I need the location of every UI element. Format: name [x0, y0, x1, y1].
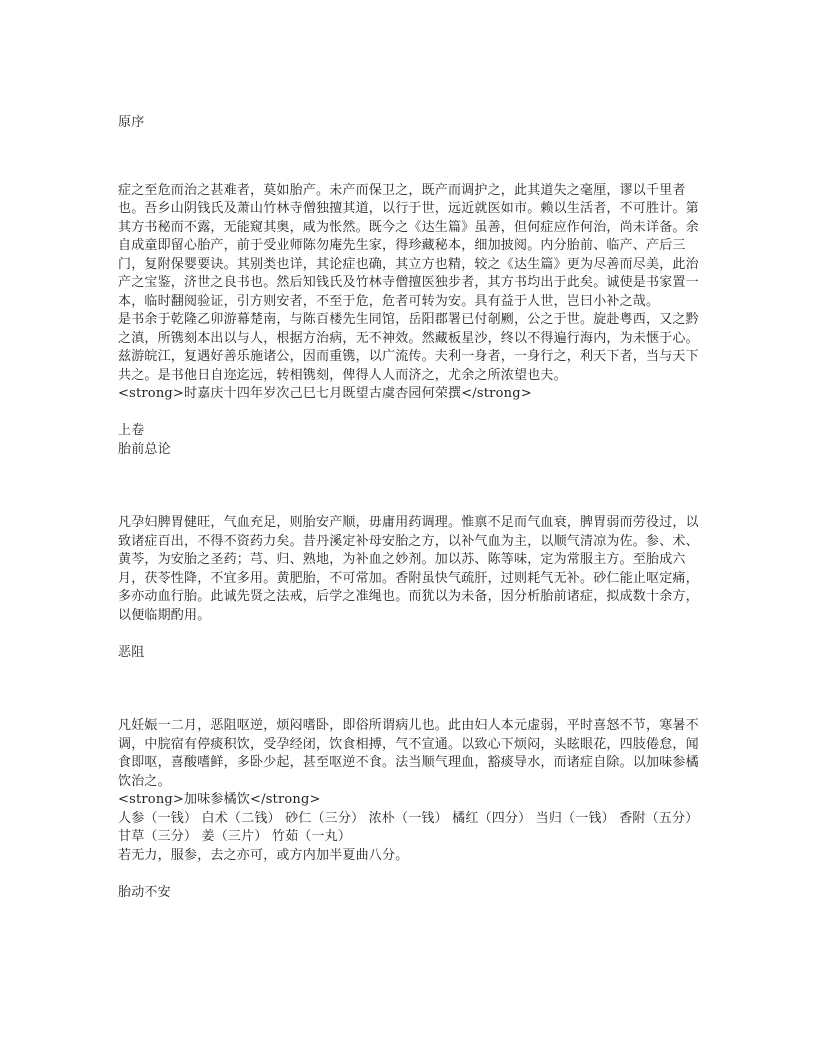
eju-paragraph: 凡妊娠一二月，恶阻呕逆，烦闷嗜卧，即俗所谓病儿也。此由妇人本元虚弱，平时喜怒不节，寒暑不调，中脘宿有停痰积饮，受孕经闭，饮食相搏，气不宣通。以致心下烦闷，头眩眼花，四肢倦怠，闻食即呕，喜酸嗜鲜，多卧少起，甚至呕逆不食。法当顺气理血，豁痰导水，而诸症自除。以加味参橘饮治之。 — [118, 718, 699, 789]
formula-name: <strong>加味参橘饮</strong> — [118, 792, 321, 807]
section-title-taidong: 胎动不安 — [118, 884, 171, 900]
spacer — [118, 625, 702, 644]
volume-title: 上卷 — [118, 423, 145, 438]
preface-title: 原序 — [118, 115, 145, 130]
formula-ingredients: 人参（一钱） 白术（二钱） 砂仁（三分） 浓朴（一钱） 橘红（四分） 当归（一钱） 香附（五分）甘草（三分） 姜（三片） 竹茹（一丸） — [118, 810, 699, 844]
section-title-taiqian: 胎前总论 — [118, 441, 171, 457]
section-title-eju: 恶阻 — [118, 644, 145, 660]
spacer — [118, 662, 702, 717]
document-page — [118, 114, 702, 902]
taiqian-paragraph: 凡孕妇脾胃健旺，气血充足，则胎安产顺，毋庸用药调理。惟禀不足而气血衰，脾胃弱而劳役过，以致诸症百出，不得不资药力矣。昔丹溪定补母安胎之方，以补气血为主，以顺气清凉为佐。参、术、黄芩，为安胎之圣药；芎、归、熟地，为补血之妙剂。加以苏、陈等味，定为常服主方。至胎成六月，茯苓性降，不宜多用。黄肥胎，不可常加。香附虽快气疏肝，过则耗气无补。砂仁能止呕定痛，多亦动血行胎。此诚先贤之法戒，后学之准绳也。而犹以为未备，因分析胎前诸症，拟成数十余方，以便临期酌用。 — [118, 515, 699, 623]
preface-signature: <strong>时嘉庆十四年岁次己巳七月既望古虞杏园何荣撰</strong> — [118, 386, 532, 401]
spacer — [118, 404, 702, 423]
preface-paragraph-2: 是书余于乾隆乙卯游幕楚南，与陈百楼先生同馆，岳阳郡署已付剞劂，公之于世。旋赴粤西，又之黔之滇，所镌刻本出以与人，根据方治病，无不神效。然藏板星沙，终以不得遍行海内，为未惬于心。兹游皖江，复遇好善乐施诸公，因而重镌，以广流传。夫利一身者，一身行之，利天下者，当与天下共之。是书他日自迩迄远，转相镌刻，俾得人人而济之，尤余之所浓望也夫。 — [118, 312, 699, 383]
formula-note: 若无力，服参，去之亦可，或方内加半夏曲八分。 — [118, 847, 409, 863]
spacer — [118, 459, 702, 514]
spacer — [118, 865, 702, 884]
preface-paragraph-1: 症之至危而治之甚难者，莫如胎产。未产而保卫之，既产而调护之，此其道失之毫厘，谬以千里者也。吾乡山阴钱氏及萧山竹林寺僧独擅其道，以行于世，远近就医如市。赖以生活者，不可胜计。第其方书秘而不露，无能窥其奥，咸为怅然。既今之《达生篇》虽善，但何症应作何治，尚未详备。余自成童即留心胎产，前于受业师陈勿庵先生家，得珍藏秘本，细加披阅。内分胎前、临产、产后三门，复附保婴要诀。其别类也详，其论症也确，其立方也精，较之《达生篇》更为尽善而尽美，此治产之宝鉴，济世之良书也。然后知钱氏及竹林寺僧擅医独步者，其方书均出于此矣。诚使是书家置一本，临时翻阅验证，引方则安者，不至于危，危者可转为安。具有益于人世，岂曰小补之哉。 — [118, 182, 699, 309]
spacer — [118, 133, 702, 182]
